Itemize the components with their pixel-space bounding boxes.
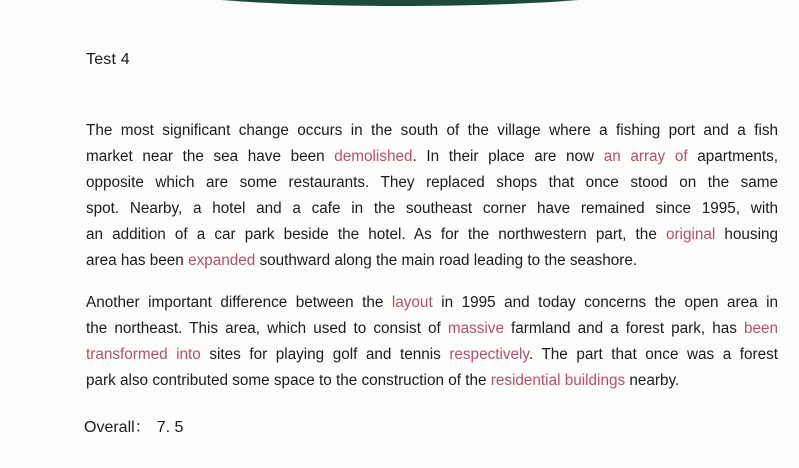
text-line — [86, 342, 778, 368]
overall-score — [84, 414, 183, 437]
highlighted-phrase: massive — [447, 320, 504, 337]
text-segment: . The part that once was a forest — [528, 346, 779, 363]
text-segment: southward along the main road leading to the seashore. — [255, 252, 638, 269]
text-line — [86, 290, 778, 316]
highlighted-phrase: layout — [391, 294, 433, 311]
text-line — [86, 196, 778, 222]
text-segment: . In their place are now — [412, 148, 604, 165]
text-segment: area has been — [86, 252, 189, 269]
highlighted-phrase: been — [743, 320, 778, 337]
text-segment: spot. Nearby, a hotel and a cafe in the southeast corner have remained since 1995, with — [86, 200, 778, 217]
text-segment: nearby. — [625, 372, 680, 389]
text-segment: opposite which are some restaurants. They replaced shops that once stood on the same — [86, 174, 778, 191]
text-segment: market near the sea have been — [86, 148, 335, 165]
overall-label: Overall： — [84, 419, 151, 436]
text-line — [86, 118, 778, 144]
essay-paragraph-2 — [86, 290, 778, 394]
text-segment: an addition of a car park beside the hotel. As for the northwestern part, the — [86, 226, 666, 243]
text-segment: the northeast. This area, which used to consist of — [86, 320, 448, 337]
highlighted-phrase: demolished — [334, 148, 413, 165]
top-decorative-band — [150, 0, 650, 6]
highlighted-phrase: transformed into — [86, 346, 201, 363]
highlighted-phrase: respectively — [449, 346, 529, 363]
text-line — [86, 248, 778, 274]
overall-score-value: 7. 5 — [156, 419, 184, 436]
essay-paragraph-1 — [86, 118, 778, 274]
highlighted-phrase: expanded — [188, 252, 256, 269]
text-segment: park also contributed some space to the construction of the — [86, 372, 491, 389]
text-line — [86, 368, 778, 394]
highlighted-phrase: residential buildings — [490, 372, 626, 389]
text-segment: in 1995 and today concerns the open area in — [432, 294, 779, 311]
text-segment: housing — [715, 226, 778, 243]
text-line — [86, 170, 778, 196]
text-segment: Another important difference between the — [86, 294, 392, 311]
text-line — [86, 222, 778, 248]
text-segment: apartments, — [687, 148, 778, 165]
page-title: Test 4 — [86, 51, 130, 68]
text-line — [86, 316, 778, 342]
text-segment: sites for playing golf and tennis — [200, 346, 450, 363]
text-line — [86, 144, 778, 170]
text-segment: farmland and a forest park, has — [503, 320, 744, 337]
highlighted-phrase: an array of — [603, 148, 688, 165]
text-segment: The most significant change occurs in the south of the village where a fishing port and a fish — [86, 122, 778, 139]
highlighted-phrase: original — [665, 226, 716, 243]
